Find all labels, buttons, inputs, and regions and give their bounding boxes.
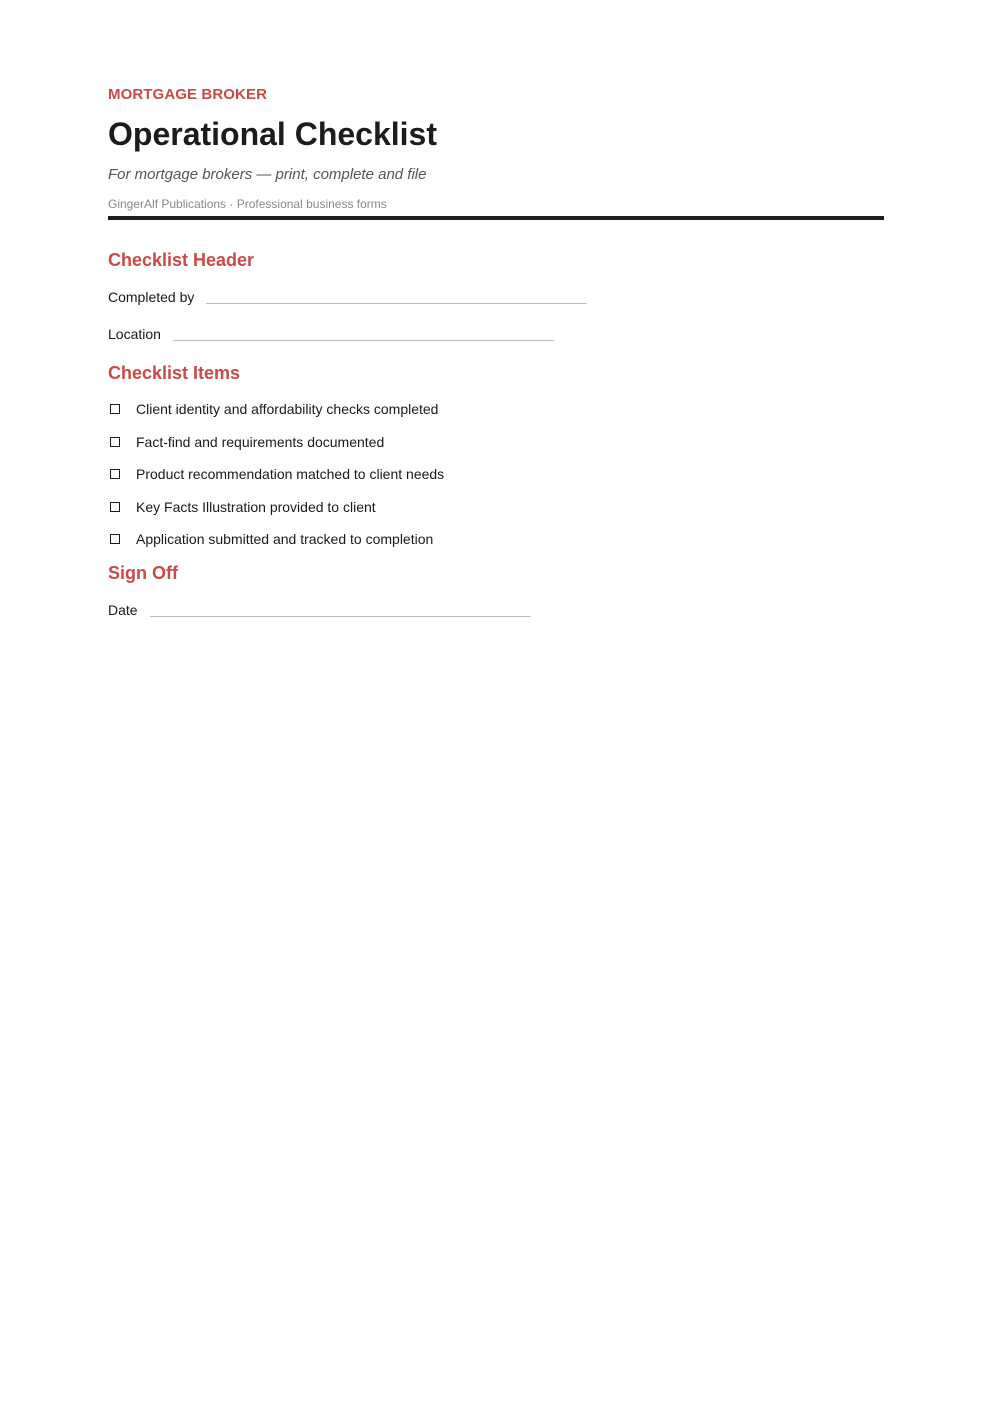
checkbox[interactable] <box>110 502 120 512</box>
location-label: Location <box>108 326 161 342</box>
page-title: Operational Checklist <box>108 116 437 152</box>
publisher-line: GingerAlf Publications · Professional business forms <box>108 197 387 211</box>
checklist-item-label: Application submitted and tracked to completion <box>136 531 434 547</box>
page-subtitle: For mortgage brokers — print, complete and file <box>108 166 427 183</box>
header-divider <box>108 216 884 220</box>
checklist-item-label: Product recommendation matched to client needs <box>136 466 445 482</box>
checkbox[interactable] <box>110 469 120 479</box>
completed-by-row <box>108 286 884 306</box>
checkbox[interactable] <box>110 404 120 414</box>
list-item <box>108 400 884 418</box>
checkbox[interactable] <box>110 534 120 544</box>
location-field[interactable] <box>173 328 554 341</box>
checklist-item-label: Key Facts Illustration provided to client <box>136 498 376 515</box>
checklist-items-list <box>108 400 884 548</box>
location-row <box>108 323 884 343</box>
section-title-checklist-header: Checklist Header <box>108 250 255 270</box>
date-field[interactable] <box>150 604 531 617</box>
list-item <box>108 530 884 548</box>
form-category: MORTGAGE BROKER <box>108 86 267 103</box>
list-item <box>108 498 884 516</box>
completed-by-field[interactable] <box>206 291 587 304</box>
date-label: Date <box>108 602 138 618</box>
checklist-form <box>108 86 884 619</box>
section-title-checklist-items: Checklist Items <box>108 363 241 383</box>
date-row <box>108 599 884 619</box>
checkbox[interactable] <box>110 437 120 447</box>
section-title-sign-off: Sign Off <box>108 563 178 583</box>
completed-by-label: Completed by <box>108 289 195 305</box>
checklist-item-label: Fact-find and requirements documented <box>136 433 385 450</box>
list-item <box>108 433 884 451</box>
list-item <box>108 465 884 483</box>
checklist-item-label: Client identity and affordability checks completed <box>136 401 439 417</box>
